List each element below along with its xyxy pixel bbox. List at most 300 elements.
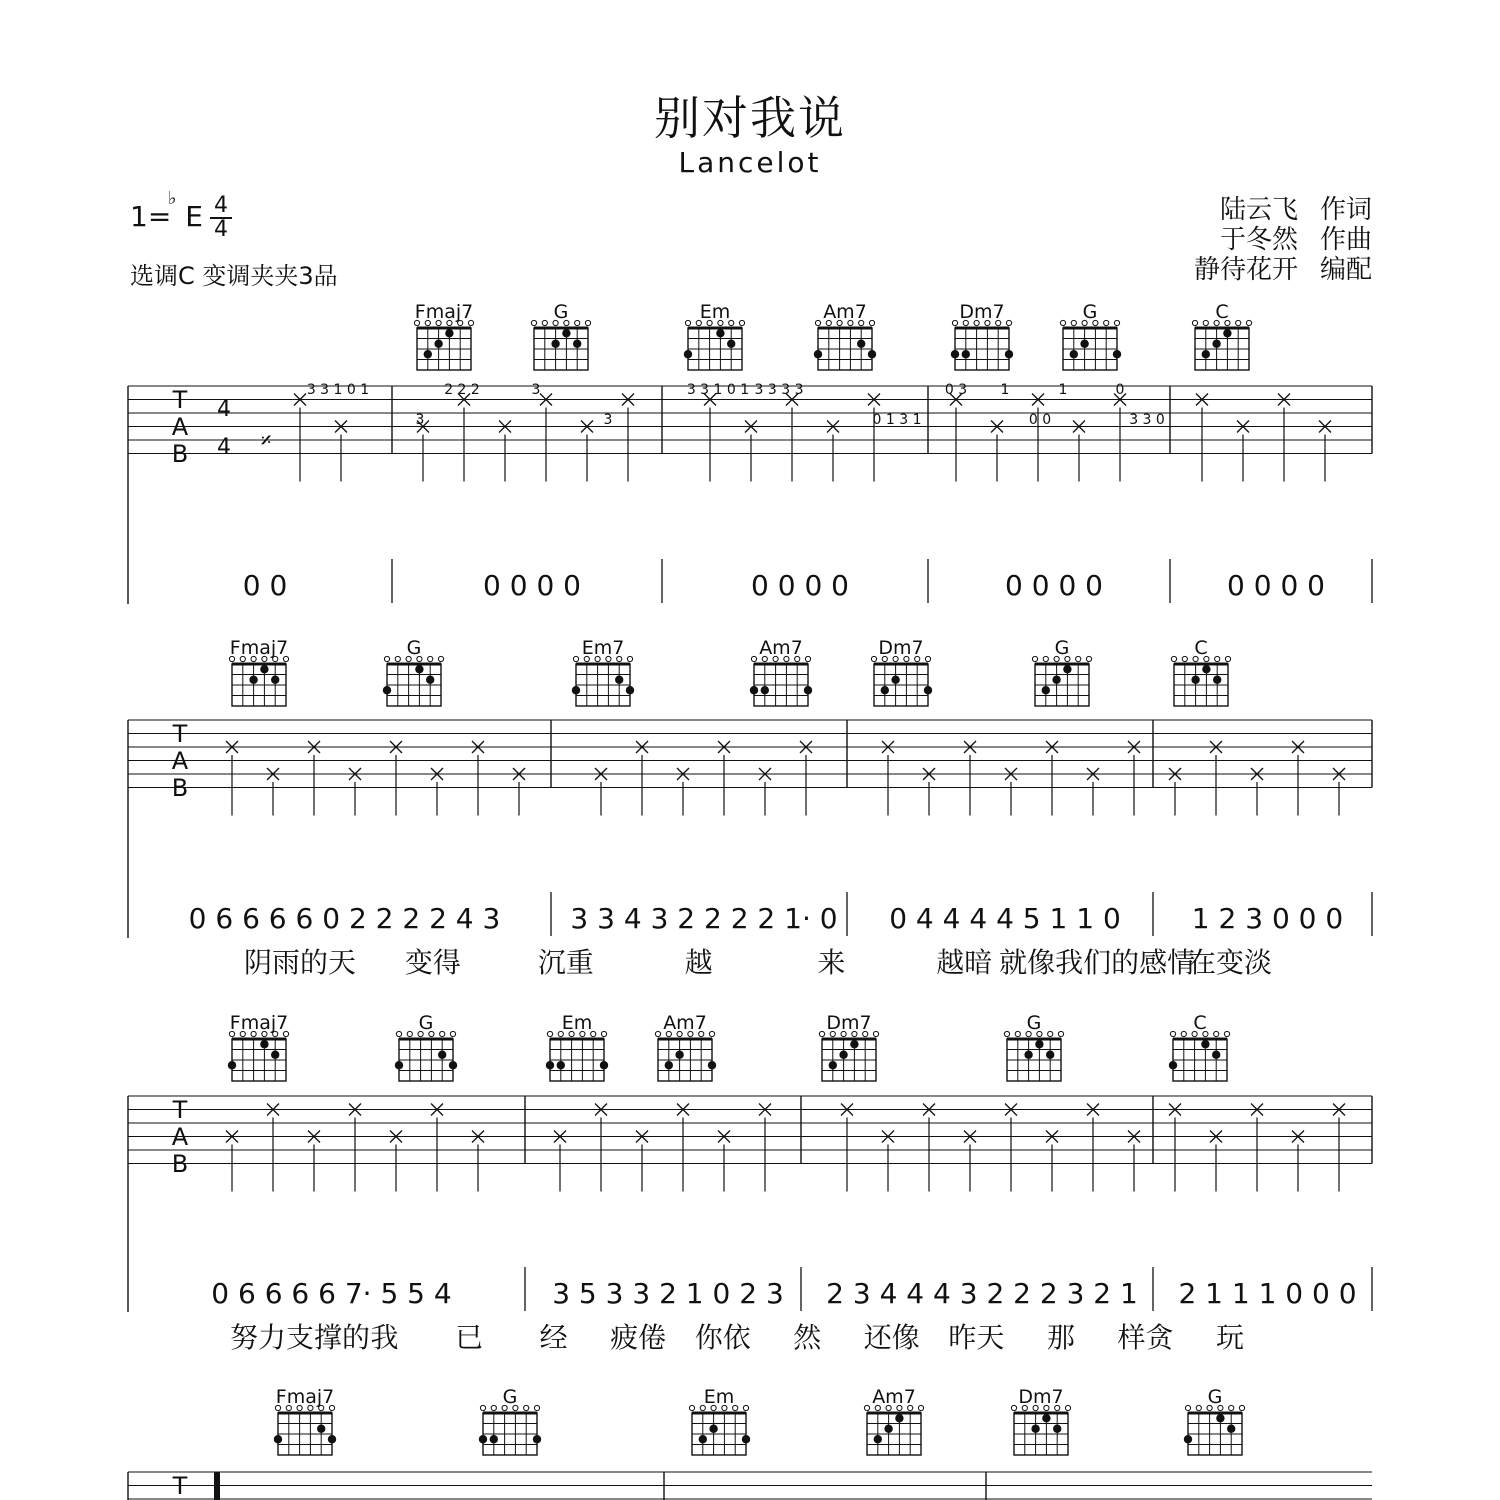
open-string-icon: [384, 656, 389, 661]
open-string-icon: [1048, 1031, 1053, 1036]
strum-mark: [800, 741, 812, 816]
finger-dot: [684, 350, 692, 358]
strum-mark: [513, 768, 525, 816]
chord-name: Am7: [759, 637, 803, 659]
strum-mark: [390, 741, 402, 816]
chord-name: Fmaj7: [414, 301, 474, 323]
strum-mark: [267, 768, 279, 816]
finger-dot: [626, 686, 634, 694]
strum-mark: [581, 421, 593, 482]
open-string-icon: [1011, 1405, 1016, 1410]
tab-time-top: 4: [217, 397, 231, 422]
chord-diagram-dm7: [951, 301, 1013, 370]
lyric-word: 然: [793, 1321, 822, 1354]
open-string-icon: [819, 1031, 824, 1036]
finger-dot: [891, 676, 899, 684]
finger-dot: [438, 1051, 446, 1059]
chord-name: G: [1082, 301, 1098, 323]
open-string-icon: [871, 656, 876, 661]
strum-mark: [1251, 1104, 1263, 1192]
finger-dot: [271, 1051, 279, 1059]
lyric-word: 昨天: [948, 1321, 1005, 1354]
finger-dot: [1053, 1425, 1061, 1433]
open-string-icon: [395, 656, 400, 661]
strum-mark: [431, 768, 443, 816]
strum-mark: [1237, 421, 1249, 482]
lyric-word: 来: [817, 946, 846, 979]
lyric-word: 经: [539, 1321, 568, 1354]
finger-dot: [573, 340, 581, 348]
tab-clef-b: B: [171, 774, 189, 802]
finger-dot: [395, 1061, 403, 1069]
chord-diagram-fmaj7: [414, 301, 473, 370]
tab-clef-b: B: [171, 440, 189, 468]
fret-number: 3: [603, 412, 613, 428]
open-string-icon: [1076, 656, 1081, 661]
finger-dot: [804, 686, 812, 694]
strum-mark: [472, 1131, 484, 1192]
strum-mark: [1169, 1104, 1181, 1192]
finger-dot: [1035, 1040, 1043, 1048]
lyric-word: 沉重: [537, 946, 594, 979]
open-string-icon: [689, 1405, 694, 1410]
open-string-icon: [1170, 1031, 1175, 1036]
open-string-icon: [733, 1405, 738, 1410]
fret-number: 0: [1115, 382, 1125, 398]
strum-mark: [827, 421, 839, 482]
open-string-icon: [925, 656, 930, 661]
open-string-icon: [739, 320, 744, 325]
chord-diagram-g: [383, 637, 444, 706]
finger-dot: [434, 340, 442, 348]
finger-dot: [1070, 350, 1078, 358]
finger-dot: [716, 329, 724, 337]
tab-clef-b: B: [171, 1150, 189, 1178]
fret-number: 0 0: [1028, 412, 1052, 428]
finger-dot: [1191, 676, 1199, 684]
finger-dot: [829, 1061, 837, 1069]
strum-mark: [1210, 1131, 1222, 1192]
finger-dot: [1169, 1061, 1177, 1069]
open-string-icon: [685, 320, 690, 325]
finger-dot: [1202, 665, 1210, 673]
repeat-sign-icon: 𝄎: [260, 429, 272, 454]
strum-mark: [308, 741, 320, 816]
open-string-icon: [805, 656, 810, 661]
chord-diagram-g: [1032, 637, 1091, 706]
chord-name: Fmaj7: [229, 637, 289, 659]
chord-name: G: [553, 301, 569, 323]
finger-dot: [881, 686, 889, 694]
open-string-icon: [1192, 320, 1197, 325]
finger-dot: [533, 1435, 541, 1443]
song-title: 别对我说: [654, 91, 846, 145]
finger-dot: [839, 1051, 847, 1059]
finger-dot: [1031, 1425, 1039, 1433]
fret-number: 3 3 1 0 1: [306, 382, 370, 398]
open-string-icon: [591, 1031, 596, 1036]
finger-dot: [415, 665, 423, 673]
lyric-word: 就像我们的感情: [999, 946, 1196, 979]
chord-name: Dm7: [1018, 1386, 1064, 1408]
finger-dot: [562, 329, 570, 337]
finger-dot: [924, 686, 932, 694]
strum-mark: [1210, 741, 1222, 816]
finger-dot: [551, 340, 559, 348]
strum-mark: [745, 421, 757, 482]
finger-dot: [271, 676, 279, 684]
chord-name: Em: [561, 1012, 593, 1034]
chord-diagram-am7: [750, 637, 812, 706]
chord-name: C: [1194, 637, 1208, 659]
chord-diagram-am7: [814, 301, 876, 370]
open-string-icon: [575, 320, 580, 325]
lyric-word: 你依: [694, 1321, 751, 1354]
open-string-icon: [1171, 656, 1176, 661]
open-string-icon: [1214, 1031, 1219, 1036]
chord-name: Am7: [872, 1386, 916, 1408]
open-string-icon: [1236, 320, 1241, 325]
chord-name: Dm7: [826, 1012, 872, 1034]
chord-name: Am7: [823, 301, 867, 323]
strum-mark: [595, 768, 607, 816]
chord-name: G: [502, 1386, 518, 1408]
notation-measure: 2 1 1 1 0 0 0: [1178, 1277, 1357, 1310]
strum-mark: [1087, 1104, 1099, 1192]
open-string-icon: [952, 320, 957, 325]
finger-dot: [260, 1040, 268, 1048]
finger-dot: [1213, 676, 1221, 684]
open-string-icon: [751, 656, 756, 661]
open-string-icon: [815, 320, 820, 325]
chord-name: Dm7: [959, 301, 1005, 323]
lyric-word: 疲倦: [610, 1321, 667, 1354]
open-string-icon: [918, 1405, 923, 1410]
chord-diagram-dm7: [1011, 1386, 1070, 1455]
strum-mark: [882, 741, 894, 816]
notation-measure: 0 0 0 0: [1227, 569, 1325, 602]
open-string-icon: [601, 1031, 606, 1036]
chord-name: Em: [703, 1386, 735, 1408]
chord-diagram-g: [395, 1012, 457, 1081]
lyric-word: 玩: [1215, 1321, 1245, 1354]
tab-clef-a: A: [171, 747, 189, 775]
finger-dot: [895, 1414, 903, 1422]
strum-mark: [991, 421, 1003, 482]
finger-dot: [1042, 686, 1050, 694]
notation-measure: 1 2 3 0 0 0: [1191, 902, 1344, 935]
finger-dot: [260, 665, 268, 673]
finger-dot: [699, 1435, 707, 1443]
strum-mark: [1251, 768, 1263, 816]
finger-dot: [884, 1425, 892, 1433]
finger-dot: [814, 350, 822, 358]
strum-mark: [458, 394, 470, 482]
finger-dot: [1024, 1051, 1032, 1059]
open-string-icon: [524, 1405, 529, 1410]
strum-mark: [308, 1131, 320, 1192]
tab-clef-t: T: [172, 386, 188, 414]
strum-mark: [226, 1131, 238, 1192]
chord-diagram-em7: [572, 637, 634, 706]
open-string-icon: [864, 1405, 869, 1410]
strum-mark: [868, 394, 880, 482]
fret-number: 3 3 0: [1129, 412, 1165, 428]
open-string-icon: [491, 1405, 496, 1410]
finger-dot: [1063, 665, 1071, 673]
open-string-icon: [531, 320, 536, 325]
open-string-icon: [1060, 320, 1065, 325]
chord-diagram-em: [546, 1012, 608, 1081]
strum-mark: [267, 1104, 279, 1192]
strum-mark: [226, 741, 238, 816]
strum-mark: [390, 1131, 402, 1192]
notation-measure: 0 0 0 0: [1005, 569, 1103, 602]
notation-measure: 0 6 6 6 6 0 2 2 2 2 4 3: [188, 902, 501, 935]
strum-mark: [472, 741, 484, 816]
flat-icon: ♭: [168, 188, 177, 209]
fret-number: 1: [1000, 382, 1010, 398]
open-string-icon: [1239, 1405, 1244, 1410]
fret-number: 1: [1058, 382, 1068, 398]
strum-mark: [540, 394, 552, 482]
chord-name: Em: [699, 301, 731, 323]
strum-mark: [1292, 1131, 1304, 1192]
chord-name: Am7: [663, 1012, 707, 1034]
fret-number: 0 1 3 1: [872, 412, 922, 428]
time-bottom: 4: [214, 217, 228, 242]
strum-mark: [499, 421, 511, 482]
strum-mark: [1087, 768, 1099, 816]
finger-dot: [665, 1061, 673, 1069]
strum-mark: [677, 1104, 689, 1192]
tab-clef-t: T: [172, 720, 188, 748]
notation-measure: 0 0 0 0: [751, 569, 849, 602]
open-string-icon: [1229, 1405, 1234, 1410]
finger-dot: [868, 350, 876, 358]
lyric-word: 越暗: [936, 946, 993, 979]
strum-mark: [1196, 394, 1208, 482]
open-string-icon: [1182, 656, 1187, 661]
open-string-icon: [396, 1031, 401, 1036]
open-string-icon: [729, 320, 734, 325]
strum-mark: [1005, 1104, 1017, 1192]
strum-mark: [1319, 421, 1331, 482]
open-string-icon: [655, 1031, 660, 1036]
lyric-word: 已: [455, 1321, 484, 1354]
lyric-word: 阴雨的天: [243, 946, 357, 979]
strum-mark: [636, 741, 648, 816]
chord-diagram-g: [1004, 1012, 1063, 1081]
open-string-icon: [585, 320, 590, 325]
key-prefix: 1=: [130, 200, 172, 233]
strum-mark: [1032, 394, 1044, 482]
strum-mark: [622, 394, 634, 482]
strum-mark: [417, 421, 429, 482]
chord-diagram-c: [1192, 301, 1251, 370]
notation-measure: 2 3 4 4 4 3 2 2 2 3 2 1: [826, 1277, 1138, 1310]
open-string-icon: [1181, 1031, 1186, 1036]
finger-dot: [1216, 1414, 1224, 1422]
open-string-icon: [1086, 656, 1091, 661]
strum-mark: [636, 1131, 648, 1192]
open-string-icon: [1224, 1031, 1229, 1036]
chord-diagram-dm7: [819, 1012, 878, 1081]
finger-dot: [675, 1051, 683, 1059]
finger-dot: [1227, 1425, 1235, 1433]
chord-diagram-g: [531, 301, 590, 370]
finger-dot: [424, 350, 432, 358]
strum-mark: [964, 741, 976, 816]
open-string-icon: [1032, 656, 1037, 661]
finger-dot: [708, 1061, 716, 1069]
tab-clef-a: A: [171, 1123, 189, 1151]
finger-dot: [750, 686, 758, 694]
lyric-word: 还像: [863, 1321, 920, 1354]
open-string-icon: [1196, 1405, 1201, 1410]
strum-mark: [349, 768, 361, 816]
strum-mark: [718, 741, 730, 816]
chord-diagram-c: [1169, 1012, 1230, 1081]
chord-diagram-g: [479, 1386, 541, 1455]
strum-mark: [1333, 768, 1345, 816]
finger-dot: [479, 1435, 487, 1443]
finger-dot: [1212, 340, 1220, 348]
chord-name: G: [418, 1012, 434, 1034]
fret-number: 2 2 2: [444, 382, 480, 398]
chord-name: Dm7: [878, 637, 924, 659]
credit-music: 于冬然 作曲: [1219, 225, 1372, 255]
strum-mark: [349, 1104, 361, 1192]
finger-dot: [1042, 1414, 1050, 1422]
strum-mark: [923, 768, 935, 816]
fret-number: 3 3 3 3: [754, 382, 804, 398]
lyric-word: 样贪: [1117, 1321, 1174, 1354]
strum-mark: [841, 1104, 853, 1192]
chord-diagram-em: [684, 301, 745, 370]
strum-mark: [595, 1104, 607, 1192]
finger-dot: [1046, 1051, 1054, 1059]
lyric-word: 我: [370, 1321, 399, 1354]
strum-mark: [1169, 768, 1181, 816]
strum-mark: [677, 768, 689, 816]
finger-dot: [1005, 350, 1013, 358]
chord-diagram-g: [1060, 301, 1121, 370]
finger-dot: [1184, 1435, 1192, 1443]
finger-dot: [615, 676, 623, 684]
chord-name: Em7: [581, 637, 625, 659]
strum-mark: [923, 1104, 935, 1192]
lyric-word: 那: [1046, 1321, 1075, 1354]
strum-mark: [294, 394, 306, 482]
strum-mark: [1292, 741, 1304, 816]
finger-dot: [1201, 1040, 1209, 1048]
strum-mark: [704, 394, 716, 482]
strum-mark: [882, 1131, 894, 1192]
open-string-icon: [542, 320, 547, 325]
open-string-icon: [627, 656, 632, 661]
open-string-icon: [1215, 656, 1220, 661]
tab-clef-a: A: [171, 413, 189, 441]
strum-mark: [1046, 1131, 1058, 1192]
finger-dot: [727, 340, 735, 348]
open-string-icon: [1043, 656, 1048, 661]
artist-name: Lancelot: [678, 146, 822, 179]
time-top: 4: [214, 193, 228, 218]
lyric-word: 越: [684, 946, 713, 979]
chord-diagram-fmaj7: [228, 1012, 289, 1081]
strum-mark: [786, 394, 798, 482]
finger-dot: [328, 1435, 336, 1443]
open-string-icon: [873, 1031, 878, 1036]
open-string-icon: [1114, 320, 1119, 325]
finger-dot: [445, 329, 453, 337]
finger-dot: [317, 1425, 325, 1433]
key-letter: E: [185, 200, 203, 233]
finger-dot: [1052, 676, 1060, 684]
finger-dot: [249, 676, 257, 684]
finger-dot: [857, 340, 865, 348]
finger-dot: [874, 1435, 882, 1443]
notation-measure: 0 4 4 4 4 5 1 1 0: [889, 902, 1121, 935]
fret-number: 0 3: [944, 382, 968, 398]
strum-mark: [1333, 1104, 1345, 1192]
capo-note: 选调C 变调夹夹3品: [130, 262, 338, 290]
fret-number: 3: [531, 382, 541, 398]
lyric-word: 变得: [404, 946, 461, 979]
chord-name: Fmaj7: [275, 1386, 335, 1408]
chord-diagram-c: [1171, 637, 1230, 706]
strum-mark: [1128, 1131, 1140, 1192]
open-string-icon: [428, 656, 433, 661]
open-string-icon: [1058, 1031, 1063, 1036]
fret-number: 3 3 1 0 1: [686, 382, 750, 398]
lyric-word: 在变淡: [1187, 946, 1273, 979]
open-string-icon: [869, 320, 874, 325]
finger-dot: [1202, 350, 1210, 358]
chord-diagram-am7: [864, 1386, 923, 1455]
strum-mark: [759, 1104, 771, 1192]
chord-diagram-fmaj7: [229, 637, 288, 706]
chord-diagram-em: [689, 1386, 750, 1455]
finger-dot: [557, 1061, 565, 1069]
chord-name: G: [1026, 1012, 1042, 1034]
chord-name: Fmaj7: [229, 1012, 289, 1034]
notation-measure: 0 6 6 6 6 7· 5 5 4: [211, 1277, 452, 1310]
finger-dot: [600, 1061, 608, 1069]
strum-mark: [1005, 768, 1017, 816]
open-string-icon: [407, 1031, 412, 1036]
credit-lyrics: 陆云飞 作词: [1219, 195, 1372, 225]
chord-name: G: [1054, 637, 1070, 659]
tab-clef-t: T: [172, 1096, 188, 1124]
chord-diagram-dm7: [871, 637, 932, 706]
chord-diagram-fmaj7: [274, 1386, 336, 1455]
finger-dot: [761, 686, 769, 694]
finger-dot: [228, 1061, 236, 1069]
strum-mark: [950, 394, 962, 482]
finger-dot: [850, 1040, 858, 1048]
chord-name: G: [406, 637, 422, 659]
open-string-icon: [1065, 1405, 1070, 1410]
finger-dot: [1223, 329, 1231, 337]
notation-measure: 3 3 4 3 2 2 2 2 1· 0: [570, 902, 838, 935]
finger-dot: [383, 686, 391, 694]
chord-name: C: [1193, 1012, 1207, 1034]
finger-dot: [742, 1435, 750, 1443]
notation-measure: 0 0: [242, 569, 288, 602]
tab-time-bottom: 4: [217, 435, 231, 460]
